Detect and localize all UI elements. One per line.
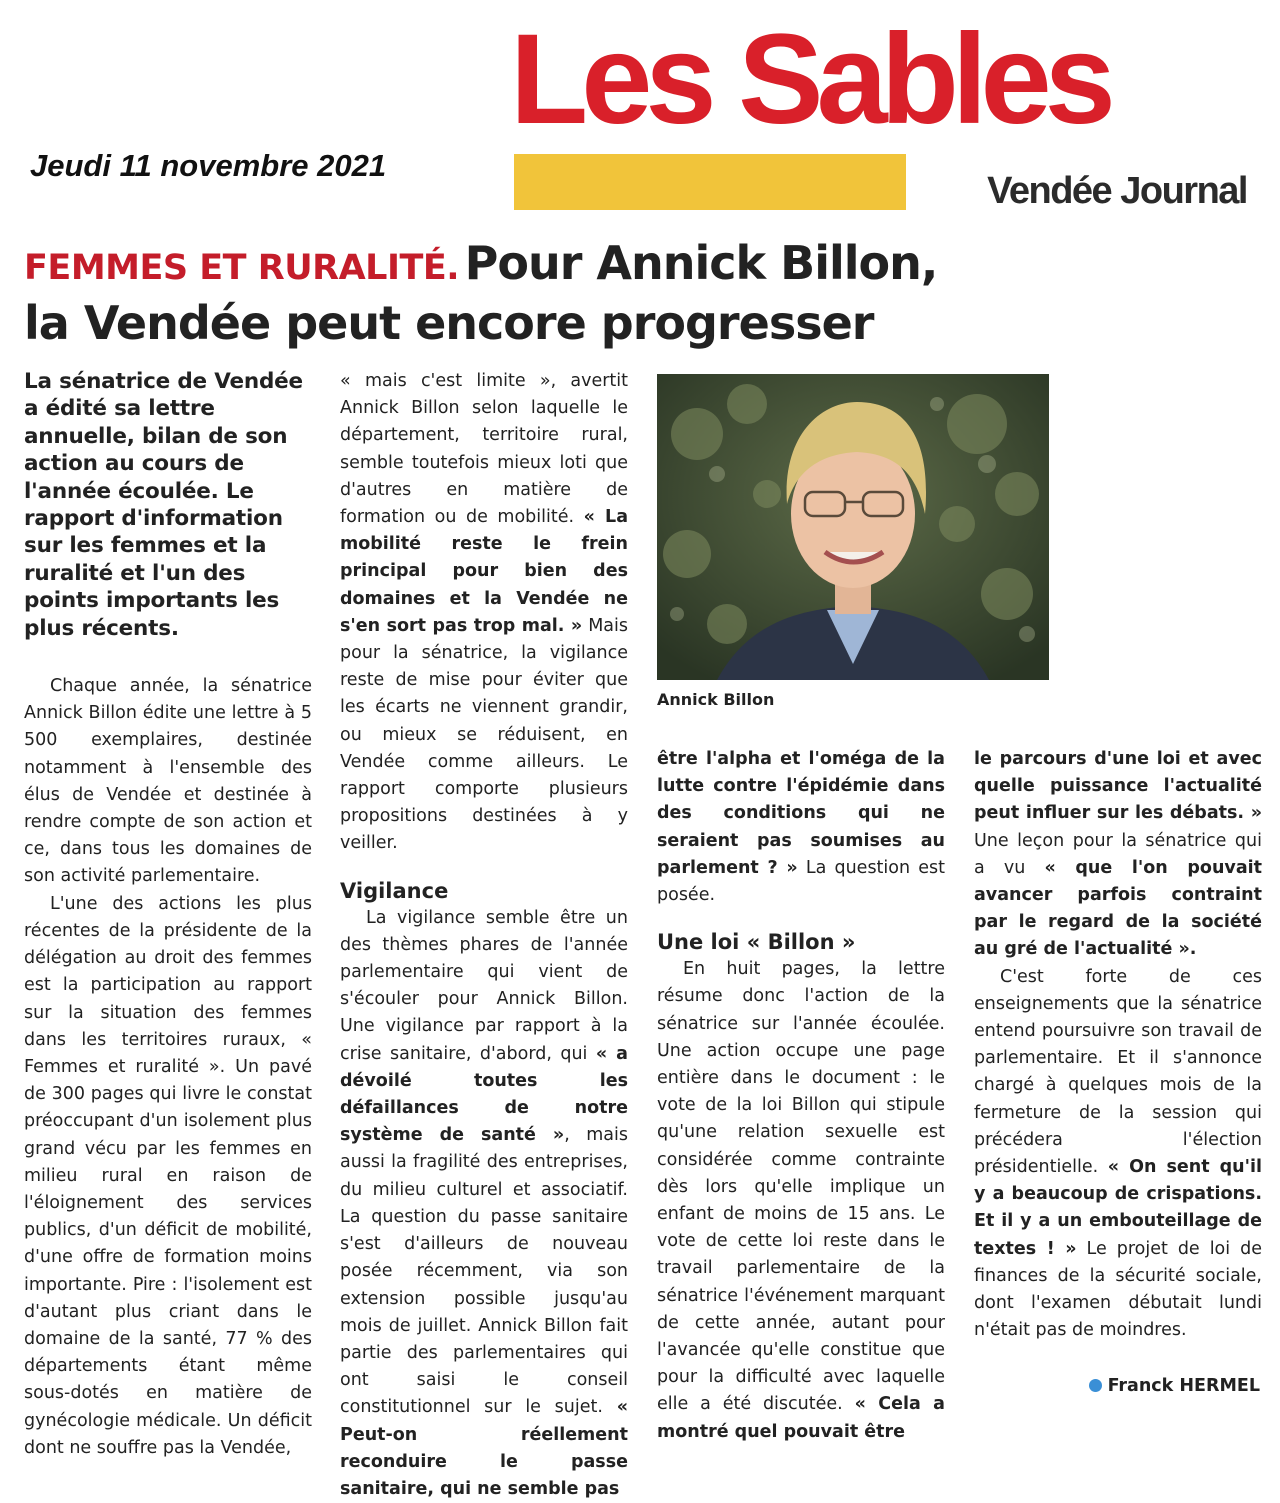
newspaper-logo: Les Sables <box>510 8 1109 151</box>
text-run: La vigilance semble être un des thèmes phares de l'année parlementaire qui vient de s'écouler pour Annick Billon. Une vigilance par rapport à la crise sanitaire, d'abord, qui <box>340 907 628 1064</box>
article-lead: La sénatrice de Vendée a édité sa lettre annuelle, bilan de son action au cours de l'année écoulée. Le rapport d'information sur les femmes et la ruralité et l'un des points importants les plus récents. <box>24 369 303 641</box>
quote: « Peut-on réellement reconduire le passe sanitaire, qui ne semble pas <box>340 1397 628 1499</box>
author-signature <box>1089 1376 1260 1396</box>
paragraph <box>340 368 628 858</box>
quote: « La mobilité reste le frein principal pour bien des domaines et la Vendée ne s'en sort pas trop mal. » <box>340 507 628 636</box>
paragraph <box>974 964 1262 1345</box>
section-subhead: Une loi « Billon » <box>657 930 856 955</box>
masthead <box>510 8 1247 212</box>
newspaper-subtitle: Vendée Journal <box>987 170 1247 212</box>
paragraph: Chaque année, la sénatrice Annick Billon édite une lettre à 5 500 exemplaires, destinée notamment à l'ensemble des élus de Vendée et destinée à rendre compte de son action et ce, dans tous les domaines de son activité parlementaire. <box>24 676 312 887</box>
text-run: La question est posée. <box>657 857 946 906</box>
masthead-yellow-bar <box>514 154 906 210</box>
text-run: , mais aussi la fragilité des entreprises, du milieu culturel et associatif. La question du passe sanitaire s'est d'ailleurs de nouveau posée récemment, via son extension possible jusqu'au mois de juillet. Annick Billon fait partie des parlementaires qui ont saisi le conseil constitutionnel sur le sujet. <box>340 1125 628 1418</box>
paragraph <box>657 956 945 1446</box>
headline-kicker: FEMMES ET RURALITÉ. <box>24 248 460 288</box>
text-run: « mais c'est limite », avertit Annick Billon selon laquelle le département, territoire rural, semble toutefois mieux loti que d'autres en matière de formation ou de mobilité. <box>340 371 628 528</box>
text-run: En huit pages, la lettre résume donc l'action de la sénatrice sur l'année écoulée. Une action occupe une page entière dans le document : le vote de la loi Billon qui stipule qu'une relation sexuelle est considérée comme contrainte dès lors qu'elle implique un enfant de moins de 15 ans. Le vote de cette loi reste dans le travail parlementaire de la sénatrice l'événement marquant de cette année, autant pour l'avancée qu'elle constitue que pour la difficulté avec laquelle elle a été discutée. <box>657 959 945 1415</box>
paragraph: L'une des actions les plus récentes de la présidente de la délégation au droit des femmes est la participation au rapport sur la situation des femmes dans les territoires ruraux, « Femmes et ruralité ». Un pavé de 300 pages qui livre le constat préoccupant d'un isolement plus grand vécu par les femmes en milieu rural en raison de l'éloignement des services publics, d'un déficit de mobilité, d'une offre de formation moins importante. Pire : l'isolement est d'autant plus criant dans le domaine de la santé, 77 % des départements étant même sous-dotés en matière de gynécologie médicale. Un déficit dont ne souffre pas la Vendée, <box>24 893 312 1458</box>
text-run: Une leçon pour la sénatrice qui a vu <box>974 830 1262 878</box>
photo-caption: Annick Billon <box>657 690 775 709</box>
quote: « a dévoilé toutes les défaillances de notre système de santé » <box>340 1043 628 1146</box>
headline-line-1: Pour Annick Billon, <box>464 236 938 290</box>
quote: le parcours d'une loi et avec quelle puissance l'actualité peut influer sur les débats. » <box>974 749 1262 824</box>
portrait-photo <box>657 374 1049 680</box>
text-run: Mais pour la sénatrice, la vigilance reste de mise pour éviter que les écarts ne viennent grandir, ou mieux se réduisent, en Vendée comme ailleurs. Le rapport comporte plusieurs propositions destinées à y veiller. <box>340 615 628 854</box>
quote: être l'alpha et l'oméga de la lutte contre l'épidémie dans des conditions qui ne seraient pas soumises au parlement ? » <box>657 749 945 878</box>
paragraph <box>974 746 1262 964</box>
quote: « que l'on pouvait avancer parfois contraint par le regard de la société au gré de l'actualité ». <box>974 857 1262 960</box>
portrait-illustration <box>657 374 1049 680</box>
text-run: Le projet de loi de finances de la sécurité sociale, dont l'examen débutait lundi n'était pas de moindres. <box>974 1238 1262 1341</box>
article-headline <box>24 236 1264 350</box>
author-name: Franck HERMEL <box>1107 1376 1260 1396</box>
quote: « Cela a montré quel pouvait être <box>657 1394 945 1442</box>
article-column-3 <box>657 746 945 1446</box>
article-column-1 <box>24 368 312 1462</box>
bullet-dot-icon <box>1089 1379 1102 1392</box>
paragraph <box>340 905 628 1503</box>
article-column-4 <box>974 746 1262 1344</box>
text-run: C'est forte de ces enseignements que la sénatrice entend poursuivre son travail de parlementaire. Et il s'annonce chargé à quelques mois de la fermeture de la session qui précédera l'élection présidentielle. <box>974 966 1262 1178</box>
paragraph <box>657 746 945 909</box>
section-subhead: Vigilance <box>340 878 449 903</box>
publication-date: Jeudi 11 novembre 2021 <box>30 148 387 183</box>
quote: « On sent qu'il y a beaucoup de crispations. Et il y a un embouteillage de textes ! » <box>974 1157 1262 1259</box>
headline-line-2: la Vendée peut encore progresser <box>24 296 874 350</box>
article-column-2 <box>340 368 628 1503</box>
